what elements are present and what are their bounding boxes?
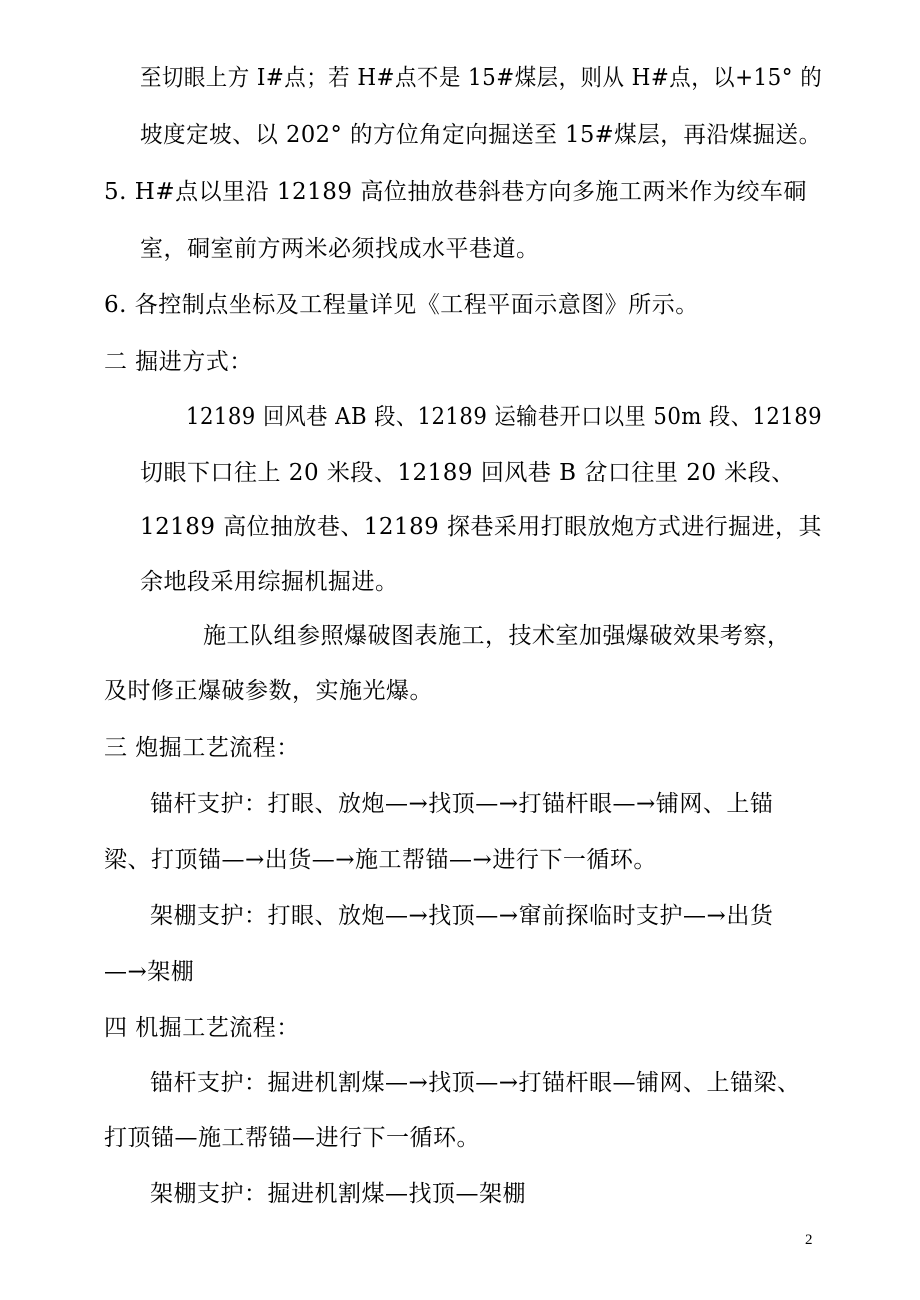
section-heading: 二 掘进方式： — [104, 349, 253, 375]
text-line: 12189 回风巷 AB 段、12189 运输巷开口以里 50m 段、12189 — [186, 404, 823, 430]
text-line: 架棚支护：打眼、放炮—→找顶—→窜前探临时支护—→出货 — [150, 903, 774, 929]
text-line: 6. 各控制点坐标及工程量详见《工程平面示意图》所示。 — [104, 292, 699, 318]
text-line: 切眼下口往上 20 米段、12189 回风巷 B 岔口往里 20 米段、 — [140, 460, 795, 486]
section-heading: 四 机掘工艺流程： — [104, 1015, 300, 1041]
text-line: —→架棚 — [104, 959, 195, 985]
text-line: 梁、打顶锚—→出货—→施工帮锚—→进行下一循环。 — [104, 847, 657, 873]
text-line: 锚杆支护：打眼、放炮—→找顶—→打锚杆眼—→铺网、上锚 — [150, 791, 774, 817]
text-line: 打顶锚—施工帮锚—进行下一循环。 — [104, 1125, 480, 1151]
text-line: 坡度定坡、以 202° 的方位角定向掘送至 15#煤层，再沿煤掘送。 — [140, 122, 822, 148]
page-number: 2 — [805, 1232, 813, 1248]
text-line: 12189 高位抽放巷、12189 探巷采用打眼放炮方式进行掘进，其 — [140, 514, 822, 540]
text-line: 架棚支护：掘进机割煤—找顶—架棚 — [150, 1181, 526, 1207]
text-line: 至切眼上方 I#点；若 H#点不是 15#煤层，则从 H#点，以+15° 的 — [140, 65, 823, 91]
text-line: 余地段采用综掘机掘进。 — [140, 569, 399, 595]
text-line: 5. H#点以里沿 12189 高位抽放巷斜巷方向多施工两米作为绞车硐 — [104, 179, 807, 205]
text-line: 施工队组参照爆破图表施工，技术室加强爆破效果考察， — [203, 623, 791, 649]
text-line: 及时修正爆破参数，实施光爆。 — [104, 678, 433, 704]
text-line: 锚杆支护：掘进机割煤—→找顶—→打锚杆眼—铺网、上锚梁、 — [150, 1070, 801, 1096]
text-line: 室，硐室前方两米必须找成水平巷道。 — [140, 236, 540, 262]
section-heading: 三 炮掘工艺流程： — [104, 735, 300, 761]
